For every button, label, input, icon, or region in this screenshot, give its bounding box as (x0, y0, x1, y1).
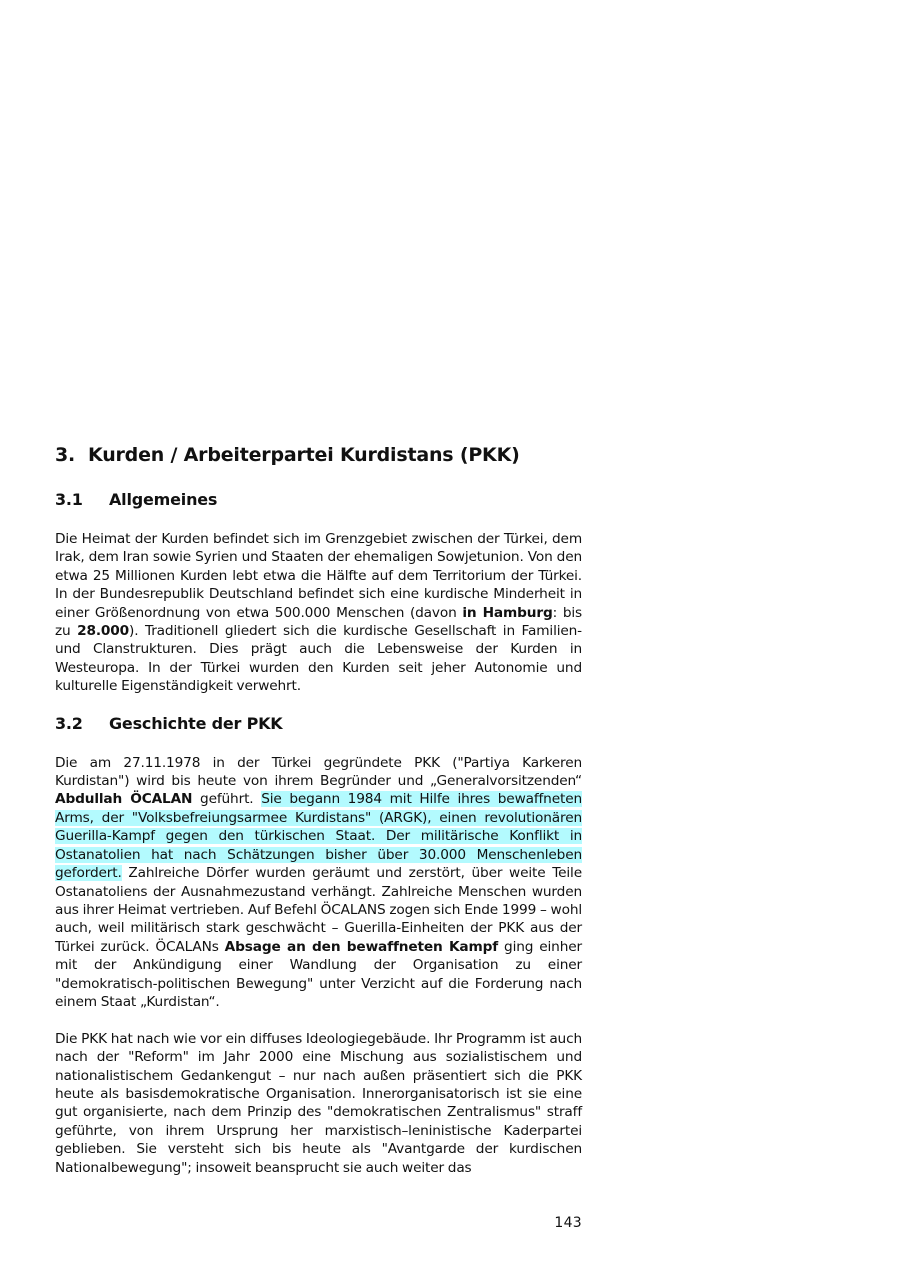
text-run: Die am 27.11.1978 in der Türkei gegründete PKK ("Partiya Karkeren Kurdistan") wird bis heute von ihrem Begründer und „Generalvorsitzenden“ (55, 754, 582, 790)
chapter-title: Kurden / Arbeiterpartei Kurdistans (PKK) (88, 444, 520, 466)
section-heading-geschichte (55, 712, 582, 736)
section-heading-allgemeines (55, 488, 582, 512)
section-title: Allgemeines (109, 490, 218, 509)
paragraph-allgemeines (55, 530, 582, 696)
section-number: 3.1 (55, 490, 83, 509)
section-number: 3.2 (55, 713, 83, 733)
section-title: Geschichte der PKK (109, 713, 283, 733)
paragraph-geschichte-2 (55, 1030, 582, 1177)
chapter-heading (55, 440, 582, 470)
chapter-number: 3. (55, 444, 76, 466)
bold-text: Abdullah ÖCALAN (55, 791, 193, 808)
text-run: Die Heimat der Kurden befindet sich im Grenzgebiet zwischen der Türkei, dem Irak, dem Iran sowie Syrien und Staaten der ehemaligen Sowjetunion. Von den etwa 25 Millionen Kurden lebt etwa die Hälfte auf dem Territorium der Türkei. In der Bundesrepublik Deutschland befindet sich eine kurdische Minderheit in einer Größenordnung von etwa 500.000 Menschen (davon (55, 531, 582, 621)
page-number: 143 (554, 1215, 582, 1231)
bold-text: in Hamburg (462, 604, 553, 621)
text-run: Zahlreiche Dörfer wurden geräumt und zerstört, über weite Teile Ostanatoliens der Ausnahmezustand verhängt. Zahlreiche Menschen wurden aus ihrer Heimat vertrieben. Auf Befehl ÖCALANS zogen sich Ende 1999 – wohl auch, weil militärisch stark geschwächt – Guerilla-Einheiten der PKK aus der Türkei zurück. ÖCALANs (55, 865, 582, 955)
paragraph-geschichte-1 (55, 754, 582, 1012)
text-run: ). Traditionell gliedert sich die kurdische Gesellschaft in Familien- und Clanstrukturen. Dies prägt auch die Lebensweise der Kurden in Westeuropa. In der Türkei wurden den Kurden seit jeher Autonomie und kulturelle Eigenständigkeit verwehrt. (55, 623, 582, 695)
bold-text: Absage an den bewaffneten Kampf (224, 938, 499, 955)
bold-text: 28.000 (77, 623, 130, 640)
highlighted-text: Sie begann 1984 mit Hilfe ihres bewaffneten Arms, der "Volksbefreiungsarmee Kurdistans" (ARGK), einen revolutionären Guerilla-Kampf gegen den türkischen Staat. Der militärische Konflikt in Ostanatolien hat nach Schätzungen bisher über 30.000 Menschenleben gefordert. (55, 791, 582, 882)
text-run: Die PKK hat nach wie vor ein diffuses Ideologiegebäude. Ihr Programm ist auch nach der "Reform" im Jahr 2000 eine Mischung aus sozialistischem und nationalistischem Gedankengut – nur nach außen präsentiert sich die PKK heute als basisdemokratische Organisation. Innerorganisatorisch ist sie eine gut organisierte, nach dem Prinzip des "demokratischen Zentralismus" straff geführte, von ihrem Ursprung her marxistisch–leninistische Kaderpartei geblieben. Sie versteht sich bis heute als "Avantgarde der kurdischen Nationalbewegung"; insoweit beansprucht sie auch weiter das (55, 1030, 582, 1176)
text-run: : bis zu (55, 604, 582, 640)
text-run: ging einher mit der Ankündigung einer Wandlung der Organisation zu einer "demokratisch-politischen Bewegung" unter Verzicht auf die Forderung nach einem Staat „Kurdistan“. (55, 938, 582, 1010)
document-body (55, 440, 582, 1177)
text-run: geführt. (192, 791, 262, 808)
